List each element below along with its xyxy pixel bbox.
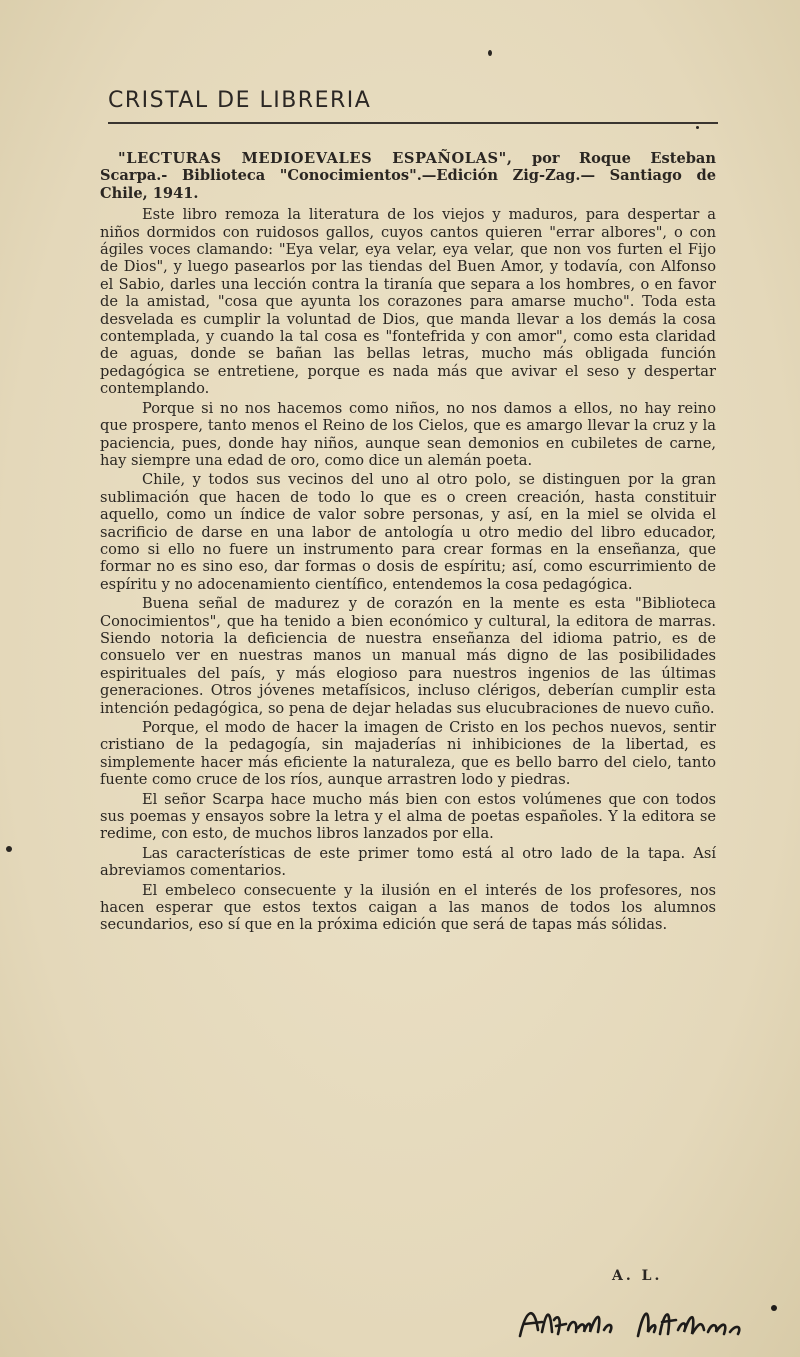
citation-details: por Roque Esteban Scarpa.- Biblioteca "Conocimientos".—Edición Zig-Zag.— Santiago de Chile, 1941. (100, 150, 717, 202)
paragraph-8: El embeleco consecuente y la ilusión en el interés de los profesores, nos hacen esperar que estos textos caigan a las manos de todos los alumnos secundarios, eso sí que en la próxima edición que será de tapas más sólidas. (100, 881, 716, 934)
print-speck (488, 50, 492, 56)
book-citation (100, 150, 716, 202)
paragraph-4: Buena señal de madurez y de corazón en la mente es esta "Biblioteca Conocimientos", que ha tenido a bien económico y cultural, la editora de marras. Siendo notoria la deficiencia de nuestra enseñanza del idioma patrio, es de consuelo ver en nuestras manos un manual más digno de las posibilidades espirituales del país, y más elogioso para nuestros ingenios de las últimas generaciones. Otros jóvenes metafísicos, incluso clérigos, deberían cumplir esta intención pedagógica, so pena de dejar heladas sus elucubraciones de nuevo cuño. (100, 595, 716, 717)
print-speck (6, 846, 12, 852)
paragraph-5: Porque, el modo de hacer la imagen de Cristo en los pechos nuevos, sentir cristiano de la pedagogía, sin majaderías ni inhibiciones de la libertad, es simplemente hacer más eficiente la naturaleza, que es bello barro del cielo, tanto fuente como cruce de los ríos, aunque arrastren lodo y piedras. (100, 719, 716, 789)
paragraph-7: Las características de este primer tomo está al otro lado de la tapa. Así abreviamos comentarios. (100, 844, 716, 880)
paragraph-3: Chile, y todos sus vecinos del uno al otro polo, se distinguen por la gran sublimación que hacen de todo lo que es o creen creación, hasta constituir aquello, como un índice de valor sobre personas, y así, en la miel se olvida el sacrificio de darse en una labor de antología u otro medio del libro educador, como si ello no fuere un instrumento para crear formas en la enseñanza, que formar no es sino eso, dar formas o dosis de espíritu; así, como escurrimiento de espíritu y no adocenamiento científico, entendemos la cosa pedagógica. (100, 471, 716, 593)
handwritten-signature (512, 1300, 792, 1344)
paragraph-6: El señor Scarpa hace mucho más bien con estos volúmenes que con todos sus poemas y ensayos sobre la letra y el alma de poetas españoles. Y la editora se redime, con esto, de muchos libros lanzados por ella. (100, 790, 716, 843)
header-rule (108, 122, 718, 124)
paragraph-1: Este libro remoza la literatura de los viejos y maduros, para despertar a niños dormidos con ruidosos gallos, cuyos cantos quieren "errar albores", o con ágiles voces clamando: "Eya velar, eya velar, eya velar, que non vos furten el Fijo de Dios", y luego pasearlos por las tiendas del Buen Amor, y todavía, con Alfonso el Sabio, darles una lección contra la tiranía que separa a los hombres, o en favor de la amistad, "cosa que ayunta los corazones para amarse mucho". Toda esta desvelada es cumplir la voluntad de Dios, que manda llevar a los demás la cosa contemplada, y cuando la tal cosa es "fontefrida y con amor", como esta claridad de aguas, donde se bañan las bellas letras, mucho más obligada función pedagógica se entretiene, porque es nada más que avivar el seso y despertar contemplando. (100, 206, 716, 398)
citation-title: "LECTURAS MEDIOEVALES ESPAÑOLAS", (118, 150, 513, 167)
author-initials: A. L. (612, 1268, 663, 1284)
section-header: CRISTAL DE LIBRERIA (108, 88, 372, 113)
print-speck (696, 126, 699, 129)
review-article (100, 150, 716, 936)
paragraph-2: Porque si no nos hacemos como niños, no nos damos a ellos, no hay reino que prospere, tanto menos el Reino de los Cielos, que es amargo llevar la cruz y la paciencia, pues, donde hay niños, aunque sean demonios en cubiletes de carne, hay siempre una edad de oro, como dice un alemán poeta. (100, 399, 716, 469)
